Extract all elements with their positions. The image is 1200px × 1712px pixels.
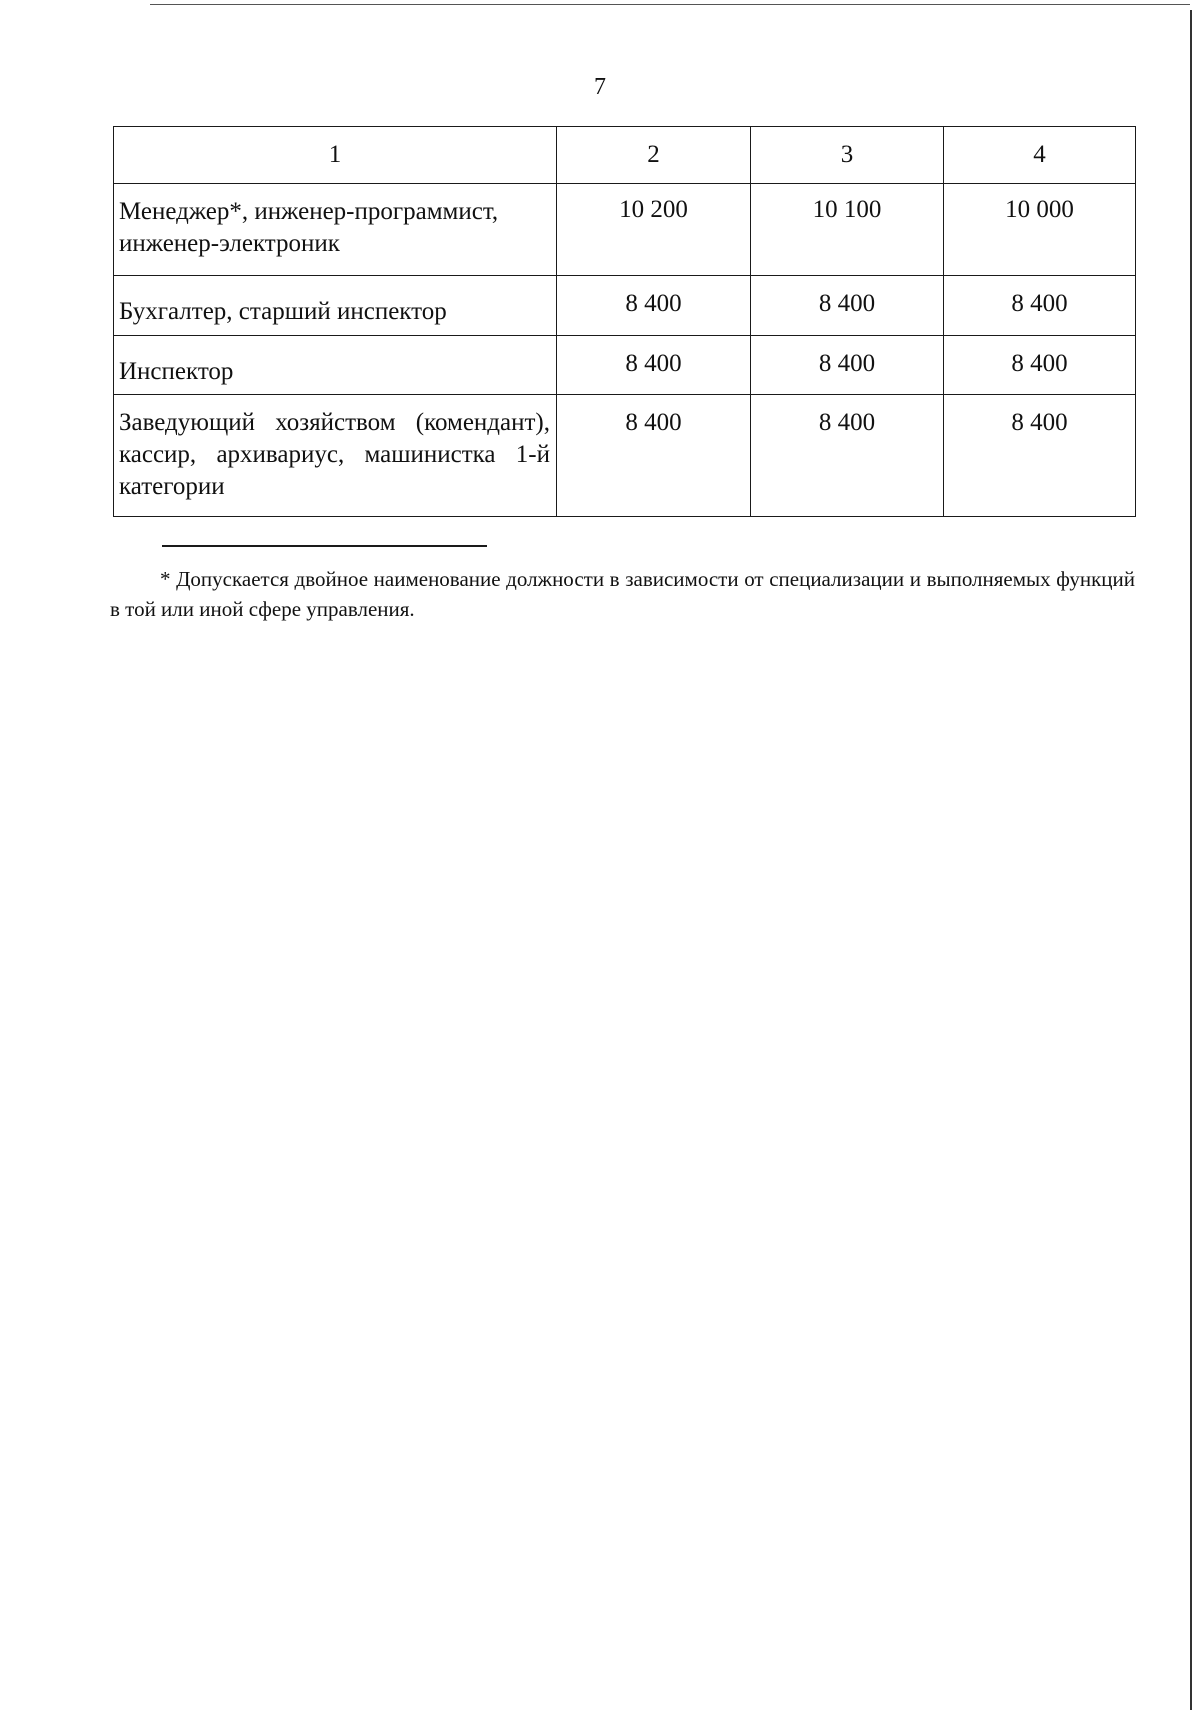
page-number-text: 7	[594, 74, 606, 100]
position-name-cell: Заведующий хозяйством (комендант), кассир, архивариус, машинистка 1-й категории	[114, 395, 557, 517]
value-cell: 8 400	[944, 336, 1136, 395]
position-name-cell: Инспектор	[114, 336, 557, 395]
value-cell: 8 400	[944, 395, 1136, 517]
table-row	[114, 395, 1136, 517]
scan-edge-right	[1190, 10, 1192, 1710]
position-name-cell: Менеджер*, инженер-программист, инженер-электроник	[114, 184, 557, 276]
table-row	[114, 184, 1136, 276]
header-cell-1: 1	[114, 127, 557, 184]
position-name-cell: Бухгалтер, старший инспектор	[114, 276, 557, 336]
table-header-row	[114, 127, 1136, 184]
footnote-separator	[162, 545, 487, 547]
value-cell: 8 400	[944, 276, 1136, 336]
header-cell-4: 4	[944, 127, 1136, 184]
value-cell: 8 400	[751, 276, 944, 336]
footnote-text: * Допускается двойное наименование должности в зависимости от специализации и выполняемых функций в той или иной сфере управления.	[110, 567, 1135, 621]
table-row	[114, 336, 1136, 395]
value-cell: 10 100	[751, 184, 944, 276]
value-cell: 10 200	[557, 184, 751, 276]
value-cell: 8 400	[751, 336, 944, 395]
value-cell: 10 000	[944, 184, 1136, 276]
header-cell-2: 2	[557, 127, 751, 184]
value-cell: 8 400	[557, 336, 751, 395]
value-cell: 8 400	[557, 276, 751, 336]
table-row	[114, 276, 1136, 336]
value-cell: 8 400	[751, 395, 944, 517]
value-cell: 8 400	[557, 395, 751, 517]
header-cell-3: 3	[751, 127, 944, 184]
scan-edge-top	[150, 4, 1190, 5]
salary-table	[113, 126, 1136, 517]
page-number	[0, 74, 1200, 101]
